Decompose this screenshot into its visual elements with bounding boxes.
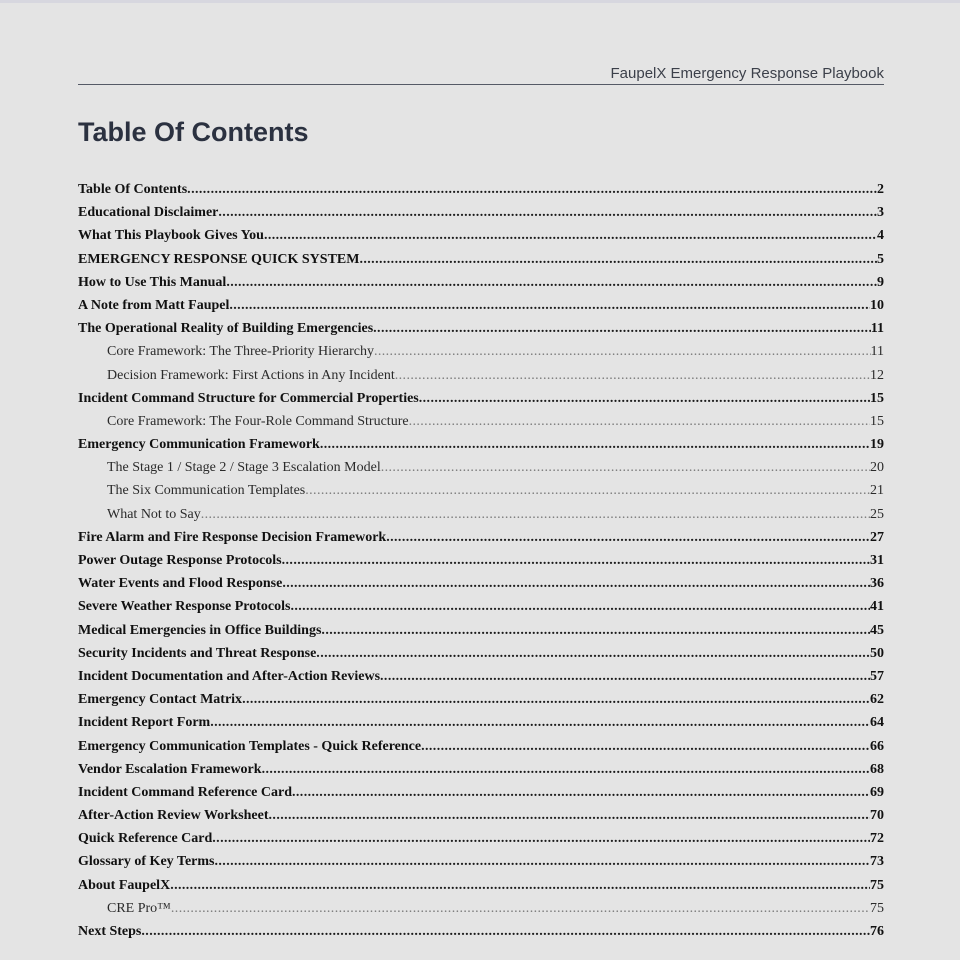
dot-leader	[215, 850, 871, 873]
dot-leader	[201, 503, 870, 526]
toc-entry[interactable]	[78, 804, 884, 827]
toc-entry-label: A Note from Matt Faupel	[78, 297, 230, 313]
toc-page-number: 19	[870, 437, 884, 453]
toc-entry[interactable]	[78, 850, 884, 873]
toc-entry[interactable]	[78, 433, 884, 456]
toc-entry-label: EMERGENCY RESPONSE QUICK SYSTEM	[78, 251, 360, 267]
toc-page-number: 9	[877, 274, 884, 290]
toc-entry-label: Core Framework: The Four-Role Command Structure	[107, 413, 409, 429]
toc-entry-label: Power Outage Response Protocols	[78, 553, 282, 568]
toc-entry-label: How to Use This Manual	[78, 274, 227, 290]
dot-leader	[229, 294, 870, 317]
toc-entry-label: Incident Report Form	[78, 715, 211, 731]
toc-subentry[interactable]	[78, 456, 884, 479]
toc-page-number: 27	[870, 529, 884, 545]
toc-page-number: 72	[870, 831, 884, 847]
toc-entry-label: About FaupelX	[78, 877, 171, 893]
toc-entry-label: Incident Command Structure for Commercial Properties	[78, 390, 419, 406]
toc-entry[interactable]	[78, 387, 884, 410]
toc-page-number: 50	[870, 645, 884, 661]
toc-entry[interactable]	[78, 178, 884, 201]
toc-page-number: 15	[870, 413, 884, 429]
toc-entry-label: Medical Emergencies in Office Buildings	[78, 622, 322, 638]
dot-leader	[264, 224, 877, 247]
toc-page-number: 21	[870, 483, 884, 499]
toc-entry[interactable]	[78, 317, 884, 340]
dot-leader	[210, 711, 870, 734]
toc-entry[interactable]	[78, 642, 884, 665]
dot-leader	[226, 271, 877, 294]
toc-entry-label: Emergency Communication Templates - Quick Reference	[78, 738, 422, 754]
toc-entry-label: Fire Alarm and Fire Response Decision Framework	[78, 529, 387, 545]
toc-page-number: 69	[870, 784, 884, 800]
toc-page-number: 45	[870, 622, 884, 638]
toc-entry-label: CRE Pro™	[107, 900, 171, 916]
toc-entry[interactable]	[78, 874, 884, 897]
page-title: Table Of Contents	[78, 117, 309, 147]
toc-entry-label: Vendor Escalation Framework	[78, 761, 262, 777]
dot-leader	[421, 735, 870, 758]
toc-page-number: 75	[870, 877, 884, 893]
toc-subentry[interactable]	[78, 479, 884, 502]
dot-leader	[171, 897, 870, 920]
dot-leader	[290, 595, 870, 618]
toc-entry[interactable]	[78, 781, 884, 804]
toc-page-number: 64	[870, 715, 884, 731]
dot-leader	[409, 410, 870, 433]
toc-page-number: 25	[870, 506, 884, 522]
toc-entry-label: Educational Disclaimer	[78, 205, 219, 221]
toc-page-number: 15	[870, 390, 884, 406]
dot-leader	[282, 572, 870, 595]
toc-page-number: 76	[870, 924, 884, 939]
toc-entry[interactable]	[78, 526, 884, 549]
toc-entry-label: Quick Reference Card	[78, 831, 213, 847]
toc-entry-label: Emergency Communication Framework	[78, 437, 320, 453]
toc-page-number: 11	[870, 344, 884, 360]
toc-entry[interactable]	[78, 711, 884, 734]
dot-leader	[218, 201, 877, 224]
toc-entry[interactable]	[78, 271, 884, 294]
toc-subentry[interactable]	[78, 364, 884, 387]
dot-leader	[292, 781, 870, 804]
toc-entry[interactable]	[78, 827, 884, 850]
toc-entry[interactable]	[78, 549, 884, 572]
dot-leader	[381, 456, 870, 479]
dot-leader	[212, 827, 870, 850]
toc-page-number: 12	[870, 367, 884, 383]
toc-entry-label: Severe Weather Response Protocols	[78, 599, 291, 615]
dot-leader	[380, 665, 870, 688]
dot-leader	[269, 804, 870, 827]
toc-entry-label: Table Of Contents	[78, 182, 188, 197]
toc-entry-label: What Not to Say	[107, 506, 201, 522]
toc-page-number: 70	[870, 808, 884, 824]
dot-leader	[187, 178, 877, 201]
toc-entry-label: Emergency Contact Matrix	[78, 692, 243, 708]
toc-entry-label: Glossary of Key Terms	[78, 854, 215, 870]
running-header: FaupelX Emergency Response Playbook	[78, 64, 884, 85]
toc-page-number: 66	[870, 738, 884, 754]
dot-leader	[320, 433, 870, 456]
dot-leader	[373, 317, 871, 340]
toc-entry[interactable]	[78, 665, 884, 688]
toc-page-number: 20	[870, 460, 884, 476]
dot-leader	[170, 874, 870, 897]
toc-page-number: 73	[870, 854, 884, 870]
toc-entry-label: Water Events and Flood Response	[78, 576, 283, 592]
toc-page-number: 31	[870, 553, 884, 568]
toc-entry-label: Core Framework: The Three-Priority Hierarchy	[107, 344, 374, 360]
toc-entry-label: The Operational Reality of Building Emergencies	[78, 321, 374, 337]
toc-subentry[interactable]	[78, 410, 884, 433]
toc-entry-label: After-Action Review Worksheet	[78, 808, 269, 824]
toc-entry[interactable]	[78, 294, 884, 317]
dot-leader	[282, 549, 870, 572]
toc-entry-label: Incident Documentation and After-Action Reviews	[78, 668, 381, 684]
dot-leader	[359, 248, 877, 271]
dot-leader	[395, 364, 870, 387]
toc-subentry[interactable]	[78, 340, 884, 363]
toc-page-number: 57	[870, 668, 884, 684]
toc-entry[interactable]	[78, 619, 884, 642]
toc-entry[interactable]	[78, 735, 884, 758]
toc-subentry[interactable]	[78, 503, 884, 526]
dot-leader	[141, 920, 870, 943]
toc-page-number: 36	[870, 576, 884, 592]
toc-entry-label: What This Playbook Gives You	[78, 228, 264, 244]
dot-leader	[374, 340, 871, 363]
toc-entry-label: Incident Command Reference Card	[78, 784, 292, 800]
toc-page-number: 10	[870, 297, 884, 313]
toc-entry-label: The Six Communication Templates	[107, 483, 306, 499]
toc-page-number: 11	[870, 321, 884, 337]
toc-page-number: 5	[877, 251, 884, 267]
dot-leader	[305, 479, 870, 502]
toc-entry[interactable]	[78, 224, 884, 247]
dot-leader	[321, 619, 870, 642]
toc-entry-label: Security Incidents and Threat Response	[78, 645, 317, 661]
toc-entry-label: Next Steps	[78, 924, 142, 939]
dot-leader	[316, 642, 870, 665]
toc-entry[interactable]	[78, 201, 884, 224]
toc-list	[78, 178, 884, 943]
toc-entry-label: Decision Framework: First Actions in Any Incident	[107, 367, 395, 383]
toc-entry[interactable]	[78, 920, 884, 943]
toc-page-number: 75	[870, 900, 884, 916]
dot-leader	[242, 688, 870, 711]
dot-leader	[262, 758, 870, 781]
toc-entry[interactable]	[78, 758, 884, 781]
dot-leader	[419, 387, 870, 410]
toc-page-number: 2	[877, 182, 884, 197]
toc-page-number: 3	[877, 205, 884, 221]
toc-page-number: 41	[870, 599, 884, 615]
toc-entry[interactable]	[78, 248, 884, 271]
toc-entry[interactable]	[78, 688, 884, 711]
toc-entry[interactable]	[78, 572, 884, 595]
toc-entry[interactable]	[78, 595, 884, 618]
toc-page-number: 4	[877, 228, 884, 244]
toc-subentry[interactable]	[78, 897, 884, 920]
toc-page-number: 62	[870, 692, 884, 708]
toc-entry-label: The Stage 1 / Stage 2 / Stage 3 Escalation Model	[107, 460, 381, 476]
dot-leader	[386, 526, 870, 549]
toc-page-number: 68	[870, 761, 884, 777]
